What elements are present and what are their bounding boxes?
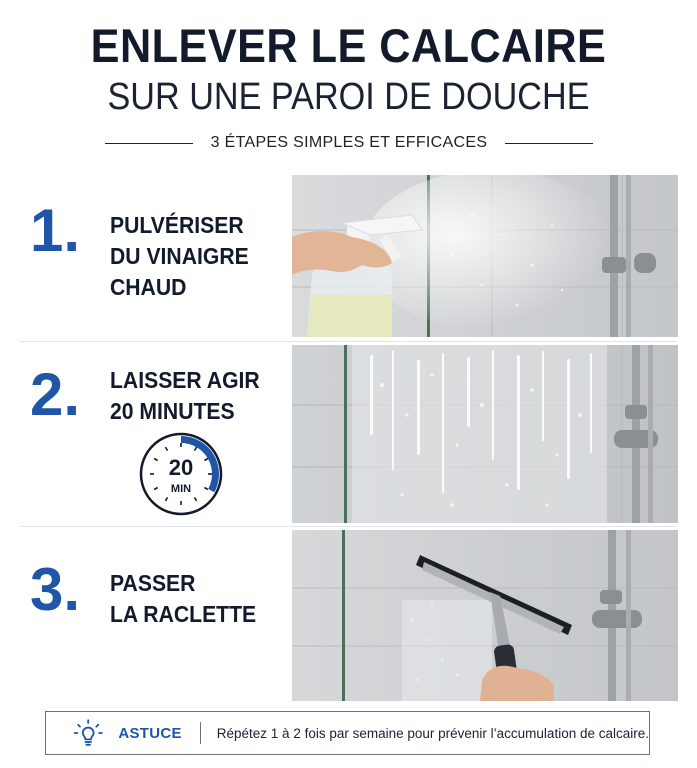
tagline-rule-right [505,143,593,144]
spray-photo [292,175,678,337]
step-label-line: LA RACLETTE [110,601,257,627]
timer-unit: MIN [170,483,192,495]
tip-text: Répétez 1 à 2 fois par semaine pour prévenir l’accumulation de calcaire. [216,725,649,741]
tagline-rule-left [105,143,193,144]
page-subtitle: SUR UNE PAROI DE DOUCHE [107,76,590,118]
step-label-line: DU VINAIGRE [110,243,249,269]
step-label [110,210,249,303]
step-label [110,365,260,427]
squeegee-photo [292,530,678,701]
step-number: 2. [30,361,81,428]
page-title: ENLEVER LE CALCAIRE [90,19,607,72]
step-number: 1. [30,197,81,264]
step-label-line: PASSER [110,570,196,596]
step-label-line: CHAUD [110,274,187,300]
step-label-line: LAISSER AGIR [110,367,260,393]
step-3 [0,530,697,702]
limescale-photo [292,345,678,523]
step-label [110,568,256,630]
step-number: 3. [30,556,81,623]
timer-value: 20 [168,455,194,480]
tagline: 3 ÉTAPES SIMPLES ET EFFICACES [210,134,488,151]
timer-icon [137,430,225,518]
step-1 [0,175,697,340]
lightbulb-icon [70,713,106,753]
divider [20,341,677,342]
tip-label: ASTUCE [118,724,182,742]
tip-separator [200,722,201,744]
divider [20,526,677,527]
tagline-row [105,131,593,155]
tip-box [45,711,650,755]
step-label-line: 20 MINUTES [110,398,235,424]
step-label-line: PULVÉRISER [110,212,244,238]
step-2 [0,345,697,525]
